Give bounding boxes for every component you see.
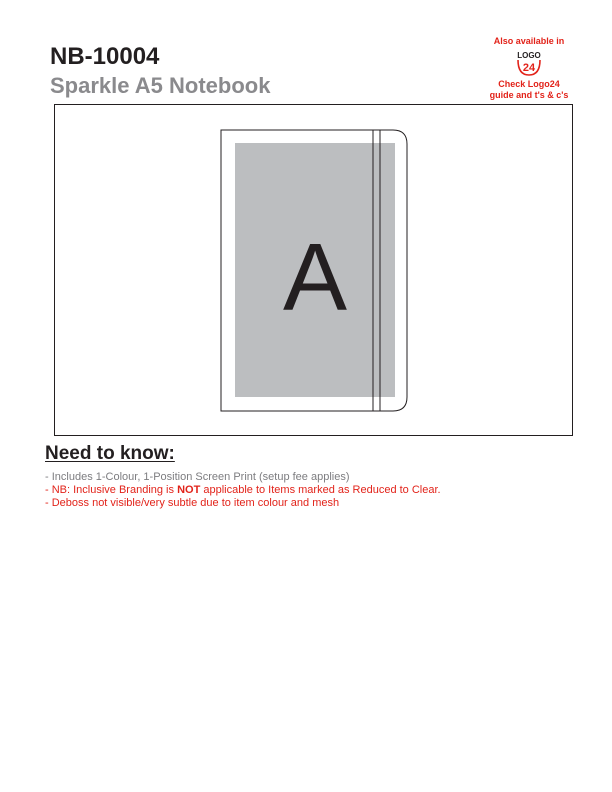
note-text: - NB: Inclusive Branding is bbox=[45, 484, 178, 496]
logo24-mark-icon bbox=[513, 50, 545, 76]
print-area-letter: A bbox=[282, 224, 348, 331]
logo24-mark-top: LOGO bbox=[517, 51, 541, 60]
note-item bbox=[45, 484, 441, 497]
product-code: NB-10004 bbox=[50, 43, 160, 70]
note-text: applicable to Items marked as Reduced to Clear. bbox=[200, 484, 441, 496]
notebook-illustration bbox=[55, 105, 571, 434]
logo24-mark-number: 24 bbox=[522, 62, 536, 74]
note-emphasis: NOT bbox=[177, 484, 201, 496]
badge-line-guide: guide and t's & c's bbox=[489, 90, 569, 100]
note-item: - Includes 1-Colour, 1-Position Screen Print (setup fee applies) bbox=[45, 471, 350, 483]
need-to-know-heading: Need to know: bbox=[45, 443, 175, 464]
badge-line-available: Also available in bbox=[493, 36, 565, 46]
product-name: Sparkle A5 Notebook bbox=[50, 73, 271, 98]
badge-line-check: Check Logo24 bbox=[498, 79, 560, 89]
logo24-badge bbox=[482, 36, 576, 104]
note-item: - Deboss not visible/very subtle due to item colour and mesh bbox=[45, 497, 340, 509]
artwork-frame bbox=[54, 104, 573, 436]
need-to-know-list bbox=[45, 471, 441, 510]
